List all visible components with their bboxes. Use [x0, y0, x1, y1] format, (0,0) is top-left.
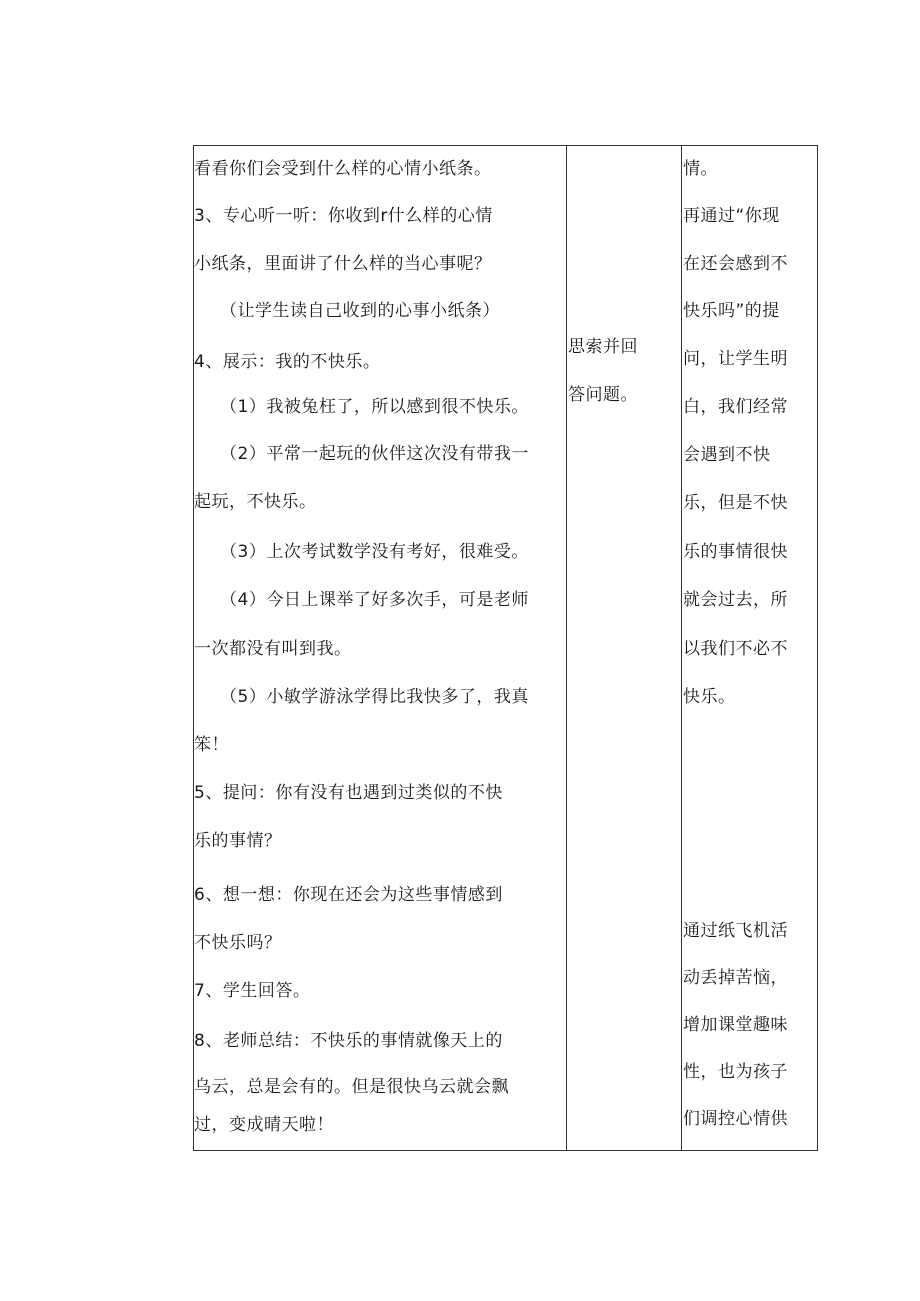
process-line: （2）平常一起玩的伙伴这次没有带我一 — [220, 444, 529, 464]
process-line: 笨！ — [194, 735, 229, 755]
intent-line: 快乐吗”的提 — [683, 301, 780, 321]
student-line: 答问题。 — [568, 385, 638, 405]
intent-line: 会遇到不快 — [683, 445, 771, 465]
intent-line: 问，让学生明 — [683, 349, 788, 369]
process-line: 3、专心听一听：你收到r什么样的心情 — [194, 206, 493, 226]
process-line: 乐的事情？ — [194, 831, 282, 851]
process-line: （让学生读自己收到的心事小纸条） — [220, 301, 500, 321]
process-line: （3）上次考试数学没有考好，很难受。 — [220, 542, 529, 562]
student-activity-cell — [567, 146, 681, 1150]
process-line: 6、想一想：你现在还会为这些事情感到 — [194, 885, 503, 905]
student-line: 思索并回 — [568, 337, 638, 357]
process-line: 起玩，不快乐。 — [194, 492, 317, 512]
process-line: 8、老师总结：不快乐的事情就像天上的 — [194, 1031, 503, 1051]
intent-line: 再通过“你现 — [683, 206, 780, 226]
process-line: （5）小敏学游泳学得比我快多了，我真 — [220, 687, 529, 707]
intent-line: 性，也为孩子 — [683, 1062, 788, 1082]
teaching-process-cell — [194, 146, 566, 1150]
lesson-plan-table — [193, 145, 818, 1151]
process-line: 看看你们会受到什么样的心情小纸条。 — [194, 159, 492, 179]
intent-line: 情。 — [683, 159, 718, 179]
intent-line: 们调控心情供 — [683, 1109, 788, 1129]
design-intent-cell — [682, 146, 818, 1150]
intent-line: 白，我们经常 — [683, 397, 788, 417]
intent-line: 就会过去，所 — [683, 590, 788, 610]
process-line: 5、提问：你有没有也遇到过类似的不快 — [194, 783, 503, 803]
process-line: 4、展示：我的不快乐。 — [194, 352, 381, 372]
intent-line: 乐，但是不快 — [683, 493, 788, 513]
intent-line: 乐的事情很快 — [683, 542, 788, 562]
process-line: 过，变成晴天啦！ — [194, 1115, 334, 1135]
intent-line: 增加课堂趣味 — [683, 1015, 788, 1035]
process-line: 不快乐吗？ — [194, 933, 282, 953]
intent-line: 动丢掉苦恼， — [683, 968, 788, 988]
intent-line: 以我们不必不 — [683, 639, 788, 659]
intent-line: 在还会感到不 — [683, 254, 788, 274]
intent-line: 通过纸飞机活 — [683, 921, 788, 941]
process-line: 一次都没有叫到我。 — [194, 639, 352, 659]
process-line: （1）我被兔枉了，所以感到很不快乐。 — [220, 397, 529, 417]
process-line: （4）今日上课举了好多次手，可是老师 — [220, 590, 529, 610]
process-line: 7、学生回答。 — [194, 981, 311, 1001]
process-line: 小纸条，里面讲了什么样的当心事呢？ — [194, 254, 492, 274]
process-line: 乌云，总是会有的。但是很快乌云就会飘 — [194, 1077, 509, 1097]
intent-line: 快乐。 — [683, 687, 736, 707]
